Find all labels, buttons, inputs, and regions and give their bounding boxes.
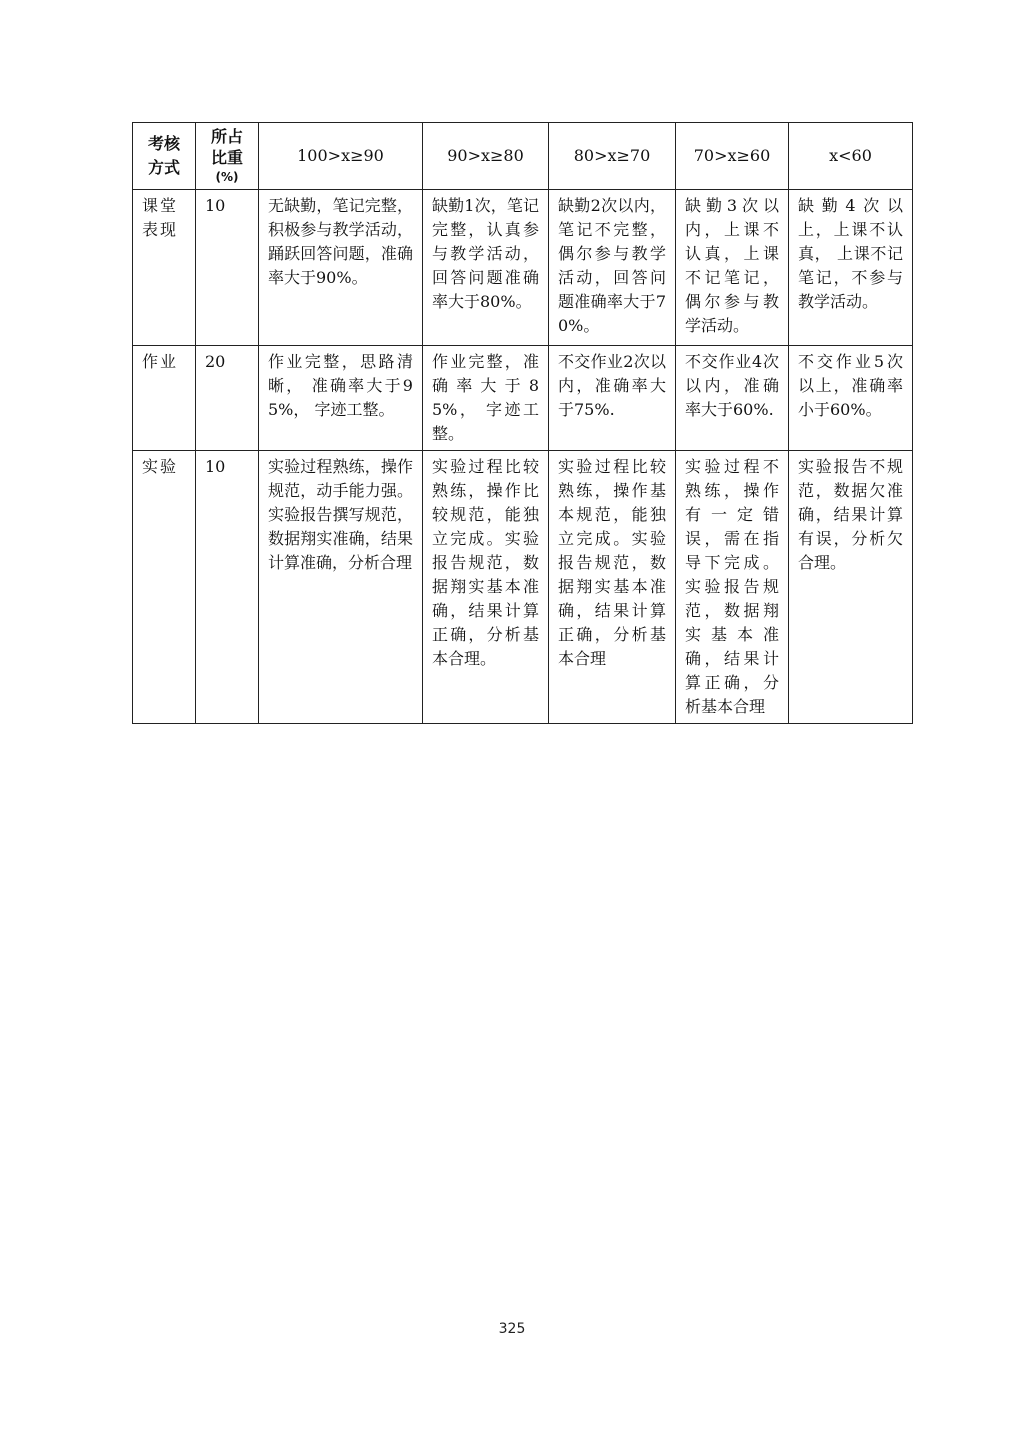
criteria-cell: 无缺勤，笔记完整，积极参与教学活动，踊跃回答问题，准确率大于90%。	[259, 190, 423, 346]
header-range-5: x<60	[789, 123, 913, 190]
grading-table	[132, 122, 913, 724]
table-row	[133, 451, 913, 724]
table-row	[133, 346, 913, 451]
criteria-cell: 实验过程比较熟练，操作比较规范，能独立完成。实验报告规范，数据翔实基本准确，结果计算正确，分析基本合理。	[423, 451, 549, 724]
header-weight	[196, 123, 259, 190]
header-weight-line3: (%)	[215, 170, 239, 184]
table-row	[133, 190, 913, 346]
criteria-cell: 实验过程不熟练，操作有一定错误，需在指导下完成。实验报告规范，数据翔实基本准确，结果计算正确，分析基本合理	[676, 451, 789, 724]
criteria-cell: 不交作业4次以内，准确率大于60%.	[676, 346, 789, 451]
header-range-4: 70>x≥60	[676, 123, 789, 190]
criteria-cell: 缺勤2次以内，笔记不完整，偶尔参与教学活动，回答问题准确率大于70%。	[549, 190, 676, 346]
header-method	[133, 123, 196, 190]
header-row	[133, 123, 913, 190]
header-range-2: 90>x≥80	[423, 123, 549, 190]
criteria-cell: 缺勤4次以上，上课不认真， 上课不记笔记，不参与教学活动。	[789, 190, 913, 346]
criteria-cell: 缺勤1次，笔记完整，认真参与教学活动，回答问题准确率大于80%。	[423, 190, 549, 346]
row-method: 课堂表现	[133, 190, 196, 346]
header-range-1: 100>x≥90	[259, 123, 423, 190]
criteria-cell: 不交作业5次以上，准确率小于60%。	[789, 346, 913, 451]
criteria-cell: 作业完整，准确率大于85%， 字迹工整。	[423, 346, 549, 451]
header-weight-line2: 比重	[210, 148, 243, 167]
row-weight: 10	[196, 190, 259, 346]
page-number: 325	[498, 1321, 526, 1337]
row-method: 实验	[133, 451, 196, 724]
row-method: 作业	[133, 346, 196, 451]
header-method-line1: 考核	[147, 134, 180, 153]
header-weight-line1: 所占	[210, 127, 243, 146]
header-method-line2: 方式	[147, 158, 180, 177]
criteria-cell: 作业完整，思路清晰， 准确率大于95%， 字迹工整。	[259, 346, 423, 451]
criteria-cell: 不交作业2次以内，准确率大于75%.	[549, 346, 676, 451]
criteria-cell: 实验报告不规范，数据欠准确，结果计算有误，分析欠合理。	[789, 451, 913, 724]
header-range-3: 80>x≥70	[549, 123, 676, 190]
row-weight: 10	[196, 451, 259, 724]
row-weight: 20	[196, 346, 259, 451]
criteria-cell: 实验过程比较熟练，操作基本规范，能独立完成。实验报告规范，数据翔实基本准确，结果计算正确，分析基本合理	[549, 451, 676, 724]
criteria-cell: 实验过程熟练，操作规范，动手能力强。实验报告撰写规范，数据翔实准确，结果计算准确，分析合理	[259, 451, 423, 724]
criteria-cell: 缺勤3次以内，上课不认真，上课不记笔记，偶尔参与教学活动。	[676, 190, 789, 346]
